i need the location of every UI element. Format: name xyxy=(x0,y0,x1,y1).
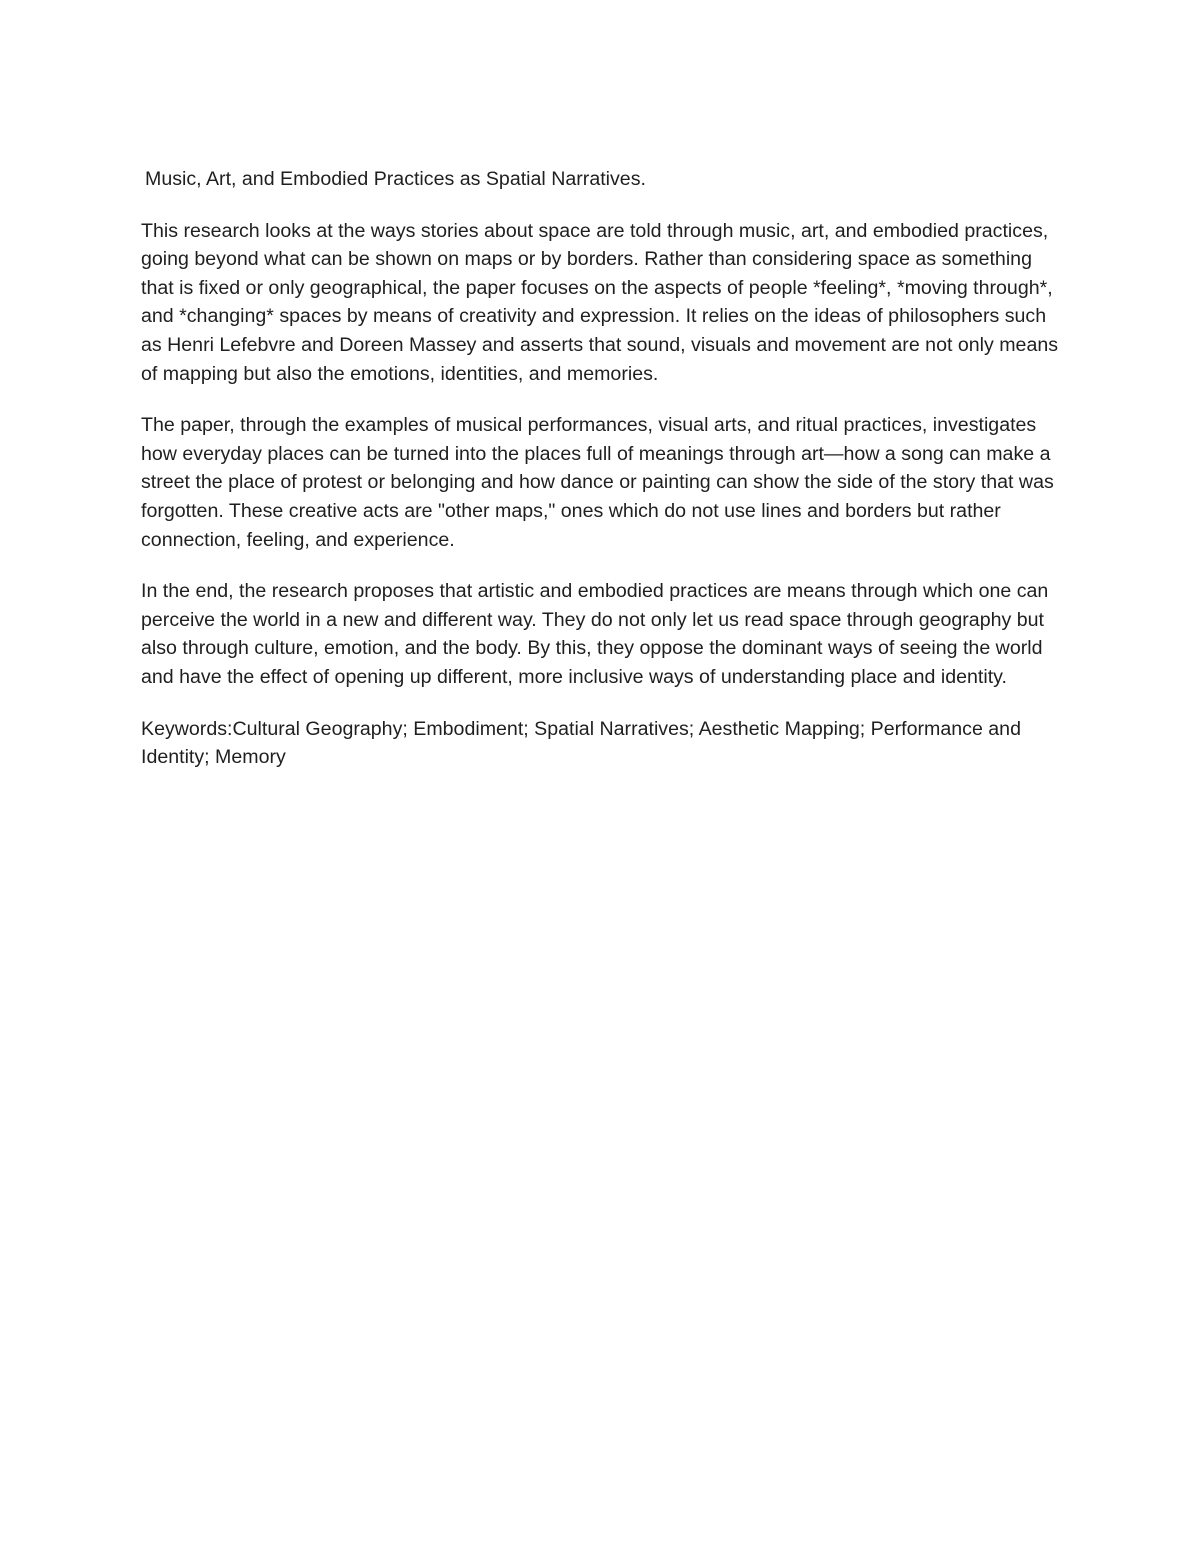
keywords-line: Keywords:Cultural Geography; Embodiment; Spatial Narratives; Aesthetic Mapping; Performance and Identity; Memory xyxy=(141,717,1021,769)
document-title: Music, Art, and Embodied Practices as Spatial Narratives. xyxy=(145,168,646,190)
document-body xyxy=(141,165,1066,772)
abstract-paragraph-2: The paper, through the examples of musical performances, visual arts, and ritual practices, investigates how everyday places can be turned into the places full of meanings through art—how a song can make a street the place of protest or belonging and how dance or painting can show the side of the story that was forgotten. These creative acts are "other maps," ones which do not use lines and borders but rather connection, feeling, and experience. xyxy=(141,414,1054,551)
abstract-paragraph-3: In the end, the research proposes that artistic and embodied practices are means through which one can perceive the world in a new and different way. They do not only let us read space through geography but also through culture, emotion, and the body. By this, they oppose the dominant ways of seeing the world and have the effect of opening up different, more inclusive ways of understanding place and identity. xyxy=(141,580,1049,688)
abstract-paragraph-1: This research looks at the ways stories about space are told through music, art, and embodied practices, going beyond what can be shown on maps or by borders. Rather than considering space as something that is fixed or only geographical, the paper focuses on the aspects of people *feeling*, *moving through*, and *changing* spaces by means of creativity and expression. It relies on the ideas of philosophers such as Henri Lefebvre and Doreen Massey and asserts that sound, visuals and movement are not only means of mapping but also the emotions, identities, and memories. xyxy=(141,219,1059,385)
